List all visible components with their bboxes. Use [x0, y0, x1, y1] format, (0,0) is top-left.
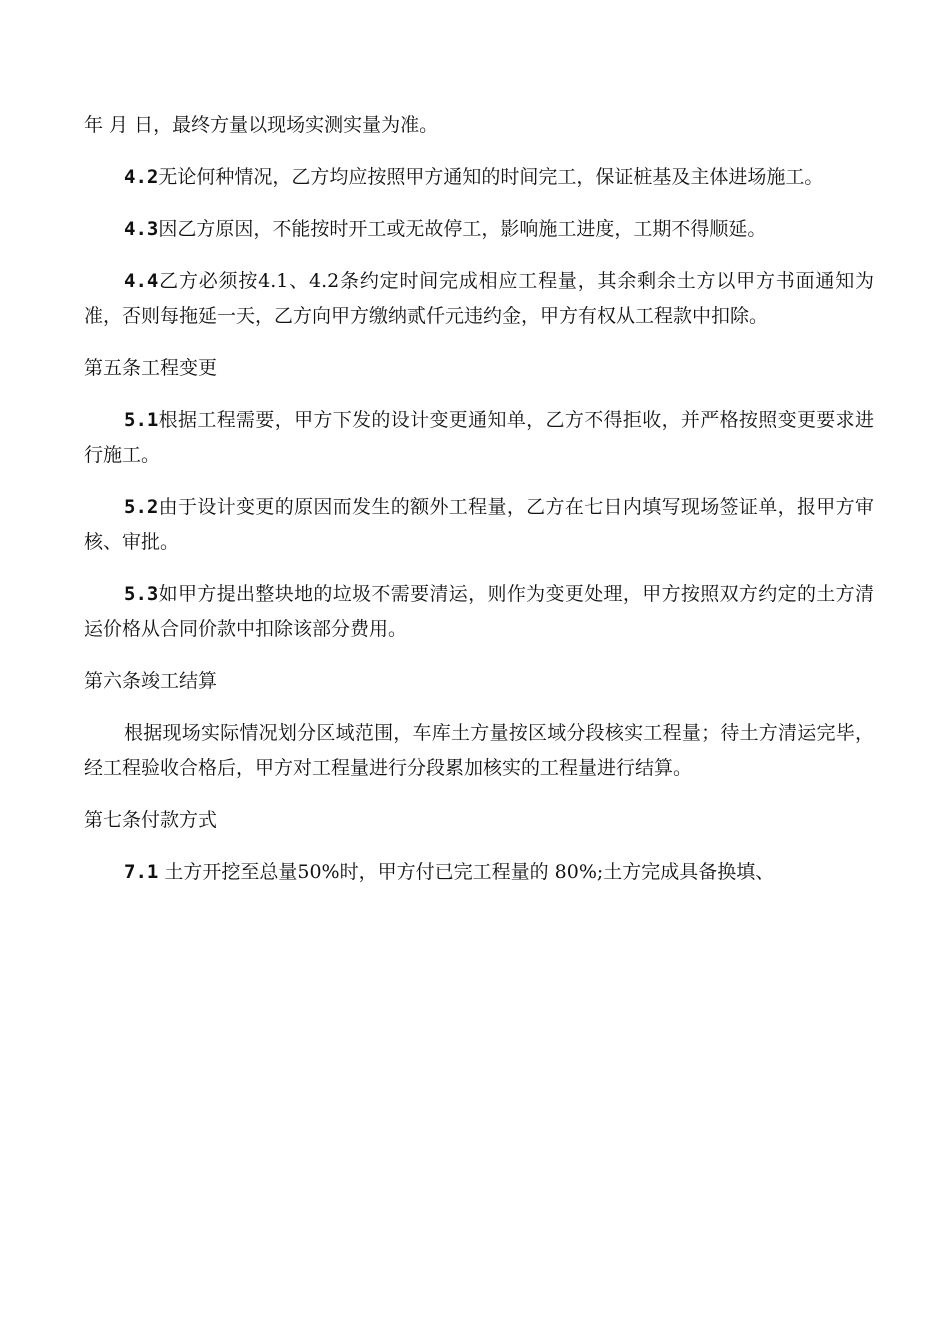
paragraph-text: 年 月 日，最终方量以现场实测实量为准。	[84, 114, 439, 136]
clause-number: 5.3	[124, 583, 159, 605]
clause-number: 4.4	[124, 270, 159, 292]
heading-text: 第五条工程变更	[84, 357, 218, 379]
paragraph-text: 根据工程需要，甲方下发的设计变更通知单，乙方不得拒收，并严格按照变更要求进行施工。	[84, 409, 874, 466]
paragraph	[84, 212, 874, 247]
clause-number: 7.1	[124, 861, 159, 883]
paragraph	[84, 855, 874, 890]
section-heading	[84, 803, 874, 838]
heading-text: 第七条付款方式	[84, 809, 218, 831]
section-heading	[84, 664, 874, 699]
paragraph	[84, 403, 874, 473]
paragraph-text: 无论何种情况，乙方均应按照甲方通知的时间完工，保证桩基及主体进场施工。	[158, 166, 824, 188]
paragraph	[84, 716, 874, 786]
clause-number: 5.2	[124, 496, 159, 518]
paragraph-text: 由于设计变更的原因而发生的额外工程量，乙方在七日内填写现场签证单，报甲方审核、审批。	[84, 496, 874, 553]
heading-text: 第六条竣工结算	[84, 670, 218, 692]
paragraph	[84, 160, 874, 195]
paragraph-text: 乙方必须按4.1、4.2条约定时间完成相应工程量，其余剩余土方以甲方书面通知为准，否则每拖延一天，乙方向甲方缴纳贰仟元违约金，甲方有权从工程款中扣除。	[84, 270, 874, 327]
section-heading	[84, 351, 874, 386]
paragraph	[84, 490, 874, 560]
paragraph-text: 如甲方提出整块地的垃圾不需要清运，则作为变更处理，甲方按照双方约定的土方清运价格从合同价款中扣除该部分费用。	[84, 583, 874, 640]
paragraph	[84, 108, 874, 143]
clause-number: 4.2	[124, 166, 159, 188]
clause-number: 5.1	[124, 409, 159, 431]
clause-number: 4.3	[124, 218, 159, 240]
paragraph	[84, 577, 874, 647]
paragraph-text: 土方开挖至总量50%时，甲方付已完工程量的 80%;土方完成具备换填、	[158, 861, 775, 883]
paragraph	[84, 264, 874, 334]
paragraph-text: 根据现场实际情况划分区域范围，车库土方量按区域分段核实工程量；待土方清运完毕，经工程验收合格后，甲方对工程量进行分段累加核实的工程量进行结算。	[84, 722, 874, 779]
paragraph-text: 因乙方原因，不能按时开工或无故停工，影响施工进度，工期不得顺延。	[158, 218, 767, 240]
document-body	[84, 108, 874, 907]
